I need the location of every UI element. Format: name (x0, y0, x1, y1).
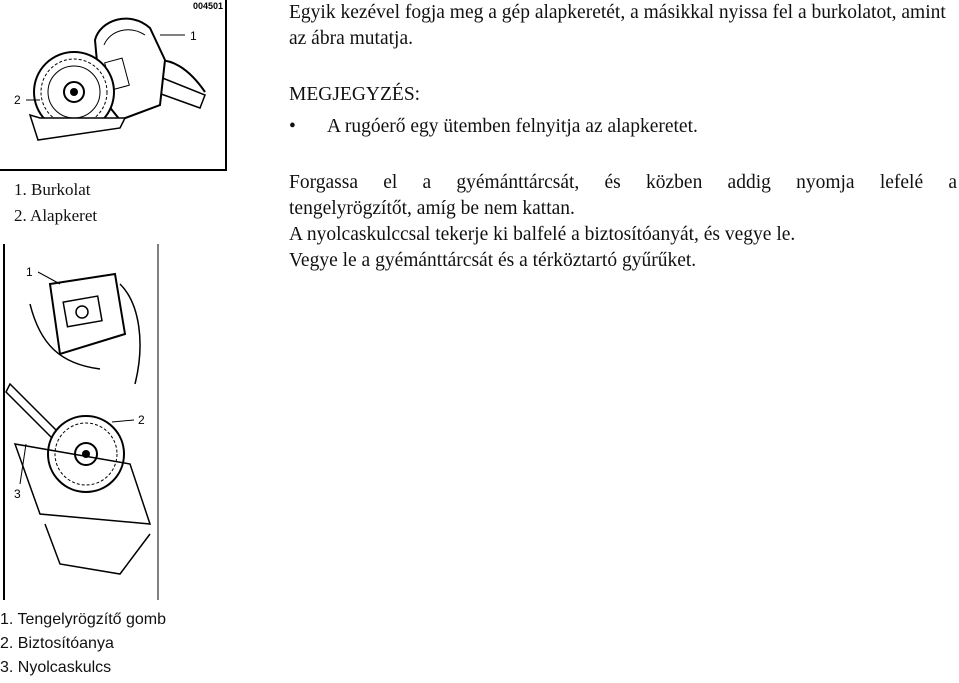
caption-alapkeret: 2. Alapkeret (14, 206, 98, 225)
figure2-callout-3: 3 (14, 487, 21, 501)
bullet-icon: • (289, 116, 296, 137)
caption-nyolcaskulcs: 3. Nyolcaskulcs (0, 659, 112, 676)
figure2-caption (0, 608, 166, 680)
figure-blade-removal (0, 244, 160, 604)
step-line-3: A nyolcaskulccsal tekerje ki balfelé a biztosítóanyát, és vegye le. (289, 224, 796, 245)
note-item (289, 114, 889, 140)
note-title: MEGJEGYZÉS: (289, 84, 421, 105)
figure2-callout-2: 2 (138, 413, 145, 427)
figure1-callout-1: 1 (190, 29, 197, 43)
note-item-text: A rugóerő egy ütemben felnyitja az alapkeretet. (327, 116, 698, 137)
step-line-1: Forgassa el a gyémánttárcsát, és közben addig nyomja lefelé a (289, 172, 957, 193)
step-line-2: tengelyrögzítőt, amíg be nem kattan. (289, 198, 575, 219)
step-line-4: Vegye le a gyémánttárcsát és a térköztartó gyűrűket. (289, 250, 697, 271)
figure1-caption (14, 180, 97, 226)
intro-paragraph: Egyik kezével fogja meg a gép alapkeretét, a másikkal nyissa fel a burkolatot, amint az ábra mutatja. (289, 2, 946, 49)
caption-tengelyrogzito: 1. Tengelyrögzítő gomb (0, 611, 167, 628)
figure2-callout-1: 1 (26, 265, 33, 279)
figure1-callout-2: 2 (14, 93, 21, 107)
figure-code: 004501 (193, 1, 224, 11)
figure-cover-open (0, 0, 232, 172)
caption-burkolat: 1. Burkolat (14, 180, 91, 199)
steps-paragraph (289, 170, 957, 274)
caption-biztositoanya: 2. Biztosítóanya (0, 635, 114, 652)
